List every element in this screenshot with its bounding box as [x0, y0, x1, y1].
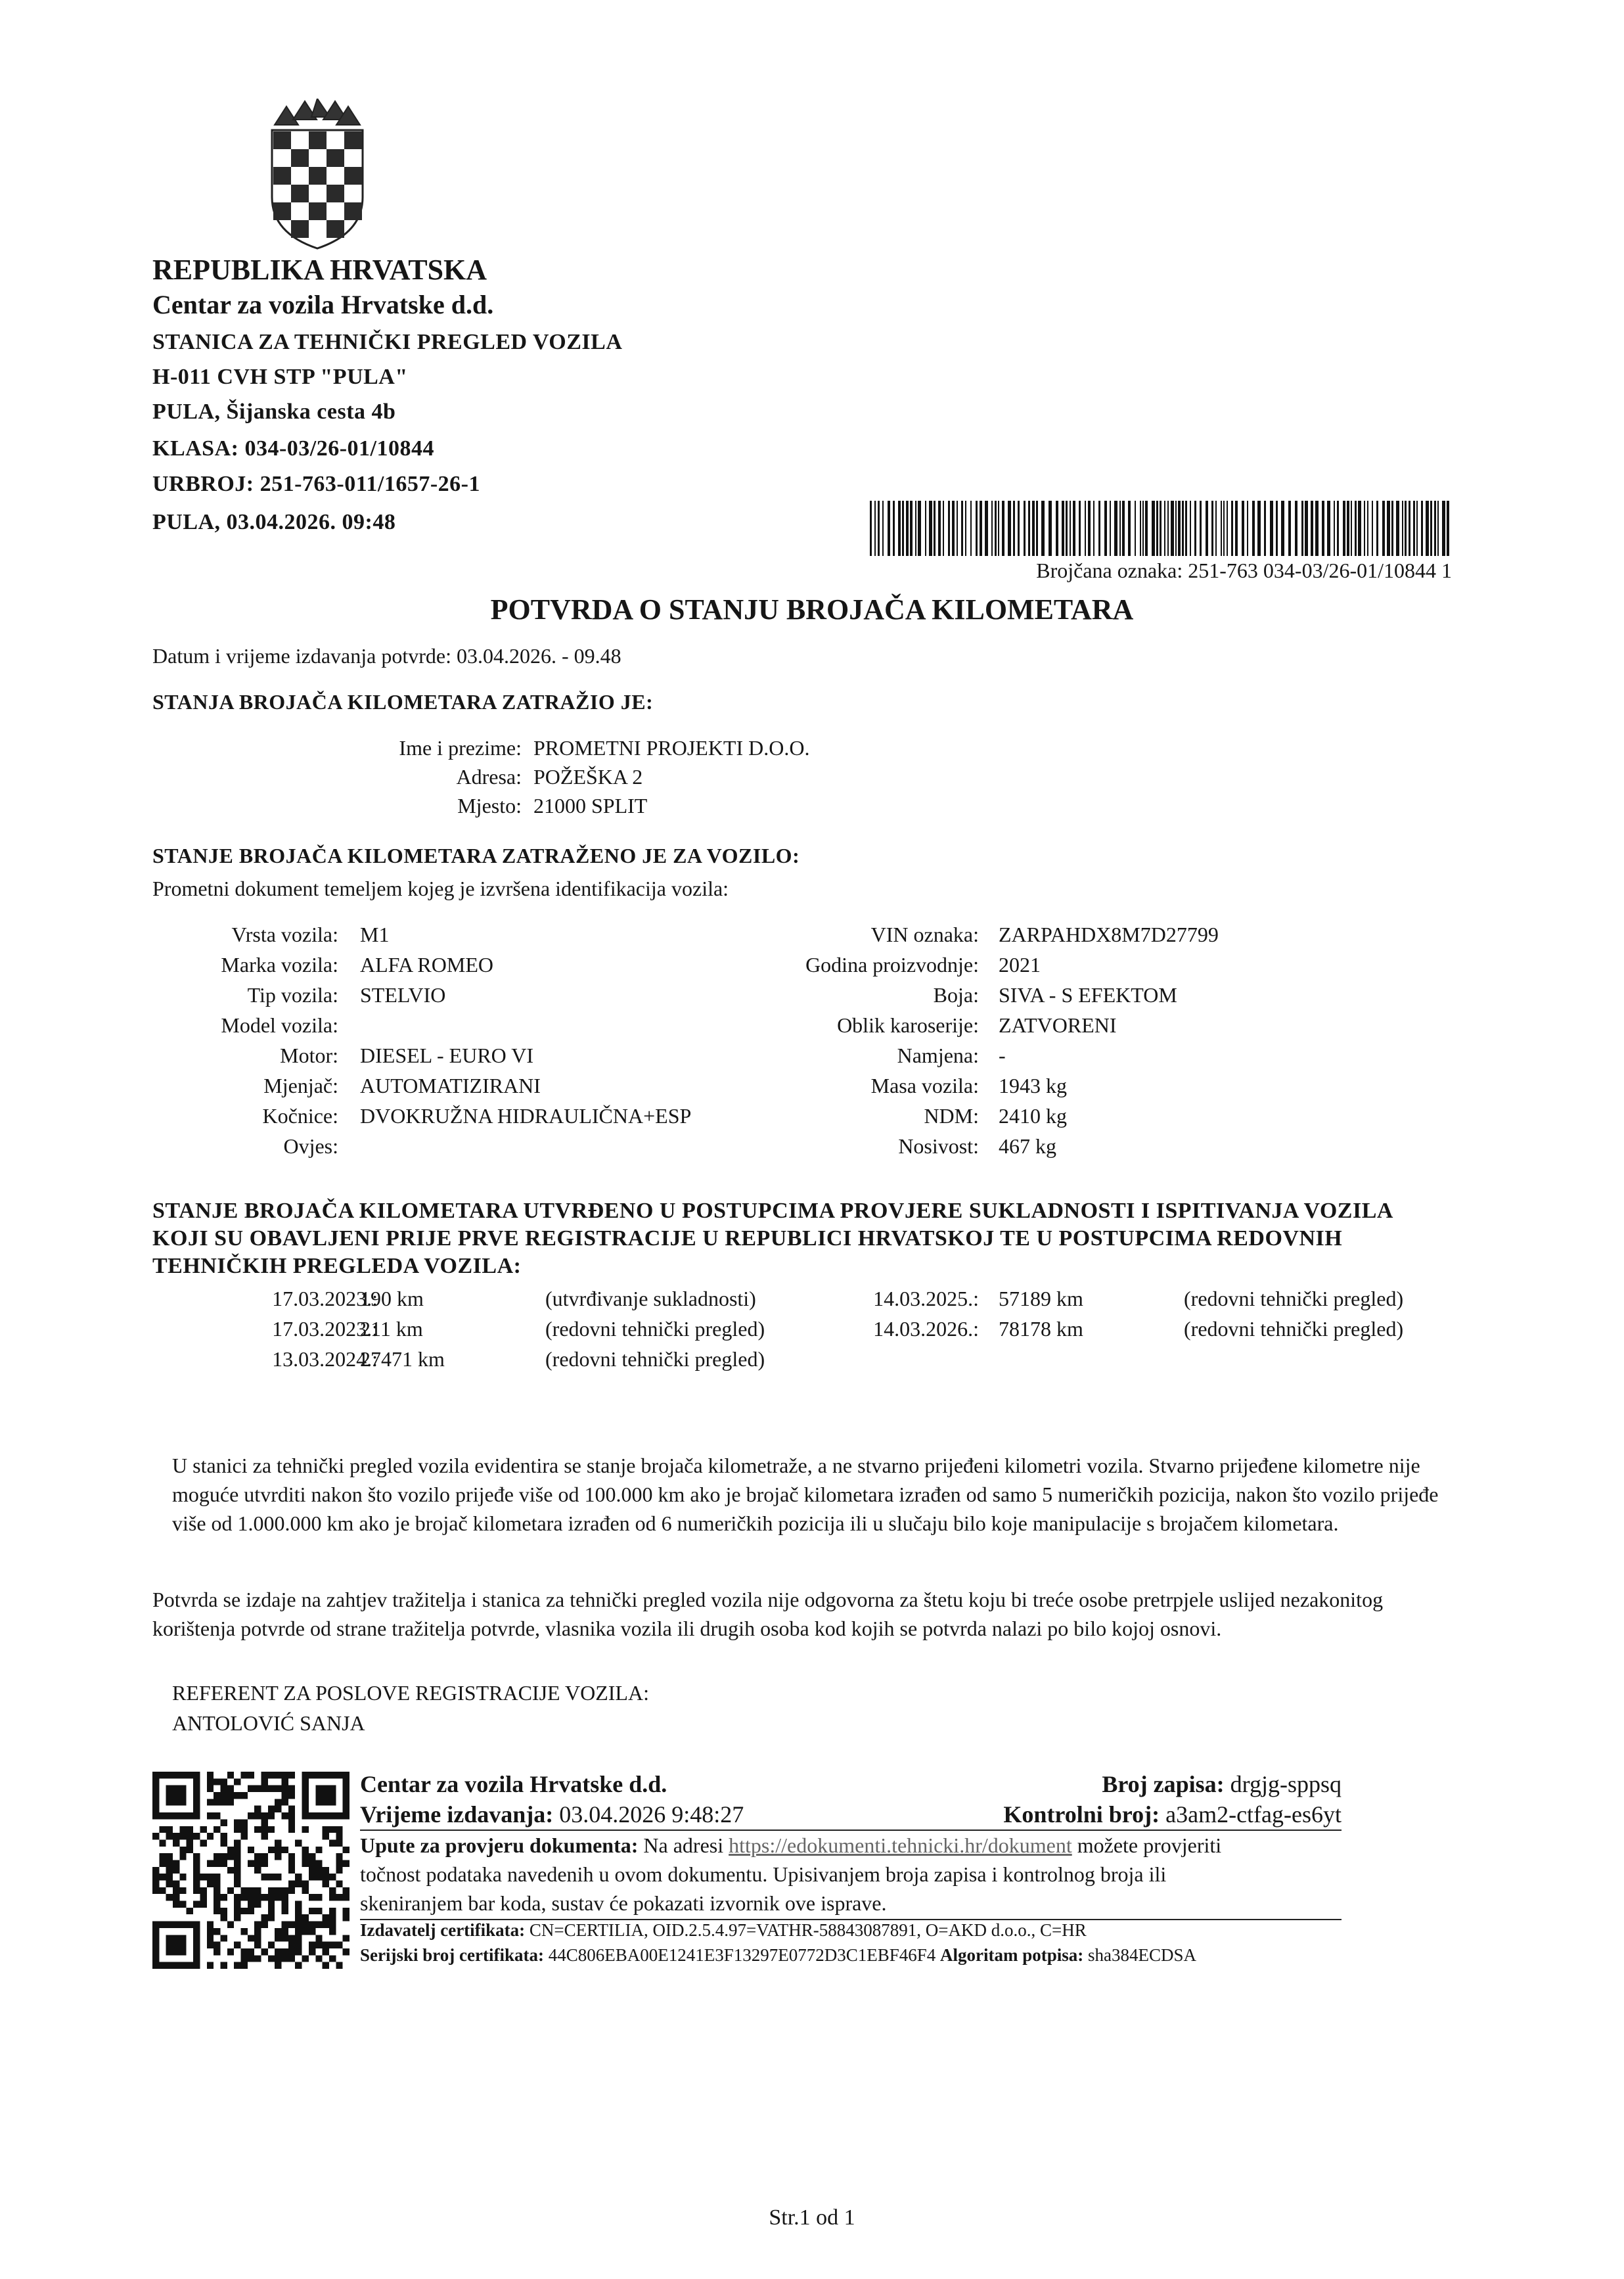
vehicle-suspension-label: Ovjes:	[283, 1134, 338, 1158]
station-address: PULA, Šijanska cesta 4b	[152, 400, 396, 424]
vehicle-brakes-label: Kočnice:	[262, 1104, 338, 1128]
country-title: REPUBLIKA HRVATSKA	[152, 254, 487, 286]
requester-name-value: PROMETNI PROJEKTI D.O.O.	[533, 736, 810, 760]
reading-type: (utvrđivanje sukladnosti)	[545, 1287, 756, 1310]
vehicle-mass-label: Masa vozila:	[870, 1074, 979, 1097]
vehicle-make-value: ALFA ROMEO	[360, 953, 493, 977]
vehicle-body-label: Oblik karoserije:	[837, 1013, 979, 1037]
vehicle-year-label: Godina proizvodnje:	[805, 953, 979, 977]
vehicle-year-value: 2021	[999, 953, 1041, 977]
vehicle-type-value: M1	[360, 923, 390, 946]
issue-time	[360, 1801, 744, 1828]
verification-link[interactable]: https://edokumenti.tehnicki.hr/dokument	[729, 1833, 1072, 1857]
issuer-label: Izdavatelj certifikata:	[360, 1920, 526, 1940]
control-value: a3am2-ctfag-es6yt	[1165, 1801, 1342, 1828]
requester-city-label: Mjesto:	[457, 794, 522, 817]
vehicle-payload-value: 467 kg	[999, 1134, 1056, 1158]
serial-value: 44C806EBA00E1241E3F13297E0772D3C1EBF46F4	[548, 1945, 936, 1965]
station-code: H-011 CVH STP "PULA"	[152, 365, 408, 389]
vehicle-purpose-label: Namjena:	[897, 1044, 979, 1067]
record-value: drgjg-sppsq	[1230, 1771, 1342, 1797]
instructions-label: Upute za provjeru dokumenta:	[360, 1833, 639, 1857]
requester-address-value: POŽEŠKA 2	[533, 765, 643, 789]
vehicle-model-label: Model vozila:	[221, 1013, 338, 1037]
vehicle-subheading: Prometni dokument temeljem kojeg je izvršena identifikacija vozila:	[152, 877, 729, 900]
issue-time-label: Vrijeme izdavanja:	[360, 1801, 554, 1828]
reading-km: 57189 km	[999, 1287, 1083, 1310]
document-title: POTVRDA O STANJU BROJAČA KILOMETARA	[490, 593, 1134, 626]
page-number: Str.1 od 1	[769, 2205, 855, 2230]
reading-km: 27471 km	[360, 1347, 445, 1371]
barcode	[868, 501, 1452, 556]
vehicle-vin-label: VIN oznaka:	[870, 923, 979, 946]
vehicle-color-value: SIVA - S EFEKTOM	[999, 983, 1177, 1007]
verification-company: Centar za vozila Hrvatske d.d.	[360, 1771, 667, 1797]
reading-type: (redovni tehnički pregled)	[1184, 1287, 1404, 1310]
issue-time-value: 03.04.2026 9:48:27	[559, 1801, 744, 1828]
control-number	[1003, 1801, 1342, 1828]
barcode-label: Brojčana oznaka: 251-763 034-03/26-01/10844 1	[1036, 559, 1452, 582]
note-paragraph-2: Potvrda se izdaje na zahtjev tražitelja i stanica za tehnički pregled vozila nije odgovorna za štetu koju bi treće osobe pretrpjele uslijed nezakonitog korištenja potvrde od strane tražitelja potvrde, vlasnika vozila ili drugih osoba kod kojih se potvrda nalazi po bilo kojoj osnovi.	[152, 1588, 1384, 1640]
vehicle-color-label: Boja:	[933, 983, 979, 1007]
referent-name: ANTOLOVIĆ SANJA	[172, 1711, 365, 1735]
certificate-issuer	[360, 1920, 1087, 1941]
vehicle-make-label: Marka vozila:	[221, 953, 338, 977]
company-name: Centar za vozila Hrvatske d.d.	[152, 290, 494, 319]
reading-type: (redovni tehnički pregled)	[545, 1317, 765, 1341]
referent-title: REFERENT ZA POSLOVE REGISTRACIJE VOZILA:	[172, 1681, 649, 1705]
issuer-value: CN=CERTILIA, OID.2.5.4.97=VATHR-58843087891, O=AKD d.o.o., C=HR	[529, 1920, 1087, 1940]
verification-instructions-line2: točnost podataka navedenih u ovom dokumentu. Upisivanjem broja zapisa i kontrolnog broja ili	[360, 1862, 1167, 1886]
note-paragraph-1: U stanici za tehnički pregled vozila evidentira se stanje brojača kilometraže, a ne stvarno prijeđeni kilometri vozila. Stvarno prijeđene kilometre nije moguće utvrditi nakon što vozilo prijeđe više od 100.000 km ako je brojač kilometara izrađen od samo 5 numeričkih pozicija, nakon što vozilo prijeđe više od 1.000.000 km ako je brojač kilometara izrađen od 6 numeričkih pozicija ili u slučaju bilo koje manipulacije s brojačem kilometara.	[172, 1454, 1439, 1535]
record-number	[1102, 1770, 1342, 1798]
algorithm-value: sha384ECDSA	[1088, 1945, 1197, 1965]
requester-address-label: Adresa:	[456, 765, 522, 789]
station-name: STANICA ZA TEHNIČKI PREGLED VOZILA	[152, 330, 623, 354]
reading-date: 13.03.2024.:	[272, 1347, 378, 1371]
record-label: Broj zapisa:	[1102, 1771, 1225, 1797]
vehicle-body-value: ZATVORENI	[999, 1013, 1117, 1037]
verification-instructions-line3: skeniranjem bar koda, sustav će pokazati izvornik ove isprave.	[360, 1891, 887, 1915]
issue-label: Datum i vrijeme izdavanja potvrde:	[152, 644, 451, 668]
instructions-post: možete provjeriti	[1077, 1833, 1222, 1857]
place-date: PULA, 03.04.2026. 09:48	[152, 510, 396, 534]
coat-of-arms-icon	[268, 99, 367, 250]
instructions-pre: Na adresi	[643, 1833, 724, 1857]
vehicle-engine-label: Motor:	[280, 1044, 338, 1067]
requester-name-label: Ime i prezime:	[399, 736, 522, 760]
reading-date: 14.03.2025.:	[873, 1287, 979, 1310]
serial-label: Serijski broj certifikata:	[360, 1945, 544, 1965]
control-label: Kontrolni broj:	[1003, 1801, 1160, 1828]
klasa: KLASA: 034-03/26-01/10844	[152, 436, 434, 461]
divider	[360, 1830, 1342, 1831]
reading-km: 190 km	[360, 1287, 424, 1310]
readings-heading-line1: STANJE BROJAČA KILOMETARA UTVRĐENO U POSTUPCIMA PROVJERE SUKLADNOSTI I ISPITIVANJA VOZILA	[152, 1199, 1393, 1223]
algorithm-label: Algoritam potpisa:	[940, 1945, 1084, 1965]
requester-city-value: 21000 SPLIT	[533, 794, 648, 817]
vehicle-ndm-value: 2410 kg	[999, 1104, 1067, 1128]
reading-km: 78178 km	[999, 1317, 1083, 1341]
vehicle-brakes-value: DVOKRUŽNA HIDRAULIČNA+ESP	[360, 1104, 692, 1128]
vehicle-payload-label: Nosivost:	[898, 1134, 979, 1158]
vehicle-purpose-value: -	[999, 1044, 1006, 1067]
vehicle-gearbox-label: Mjenjač:	[263, 1074, 338, 1097]
vehicle-type-label: Vrsta vozila:	[231, 923, 338, 946]
reading-date: 17.03.2023.:	[272, 1287, 378, 1310]
readings-heading-line3: TEHNIČKIH PREGLEDA VOZILA:	[152, 1254, 522, 1278]
vehicle-tip-value: STELVIO	[360, 983, 446, 1007]
reading-date: 14.03.2026.:	[873, 1317, 979, 1341]
urbroj: URBROJ: 251-763-011/1657-26-1	[152, 472, 480, 496]
vehicle-ndm-label: NDM:	[924, 1104, 979, 1128]
vehicle-tip-label: Tip vozila:	[247, 983, 338, 1007]
reading-date: 17.03.2023.:	[272, 1317, 378, 1341]
vehicle-engine-value: DIESEL - EURO VI	[360, 1044, 533, 1067]
reading-type: (redovni tehnički pregled)	[545, 1347, 765, 1371]
issue-value: 03.04.2026. - 09.48	[456, 644, 621, 668]
vehicle-gearbox-value: AUTOMATIZIRANI	[360, 1074, 541, 1097]
certificate-serial	[360, 1945, 1196, 1966]
vehicle-heading: STANJE BROJAČA KILOMETARA ZATRAŽENO JE ZA VOZILO:	[152, 844, 800, 867]
readings-heading-line2: KOJI SU OBAVLJENI PRIJE PRVE REGISTRACIJE U REPUBLICI HRVATSKOJ TE U POSTUPCIMA REDOVNIH	[152, 1226, 1343, 1251]
vehicle-vin-value: ZARPAHDX8M7D27799	[999, 923, 1219, 946]
qr-code	[152, 1772, 350, 1969]
reading-type: (redovni tehnički pregled)	[1184, 1317, 1404, 1341]
reading-km: 211 km	[360, 1317, 423, 1341]
verification-instructions-line1	[360, 1833, 1221, 1858]
vehicle-mass-value: 1943 kg	[999, 1074, 1067, 1097]
requester-heading: STANJA BROJAČA KILOMETARA ZATRAŽIO JE:	[152, 690, 654, 714]
issue-datetime	[152, 644, 621, 668]
